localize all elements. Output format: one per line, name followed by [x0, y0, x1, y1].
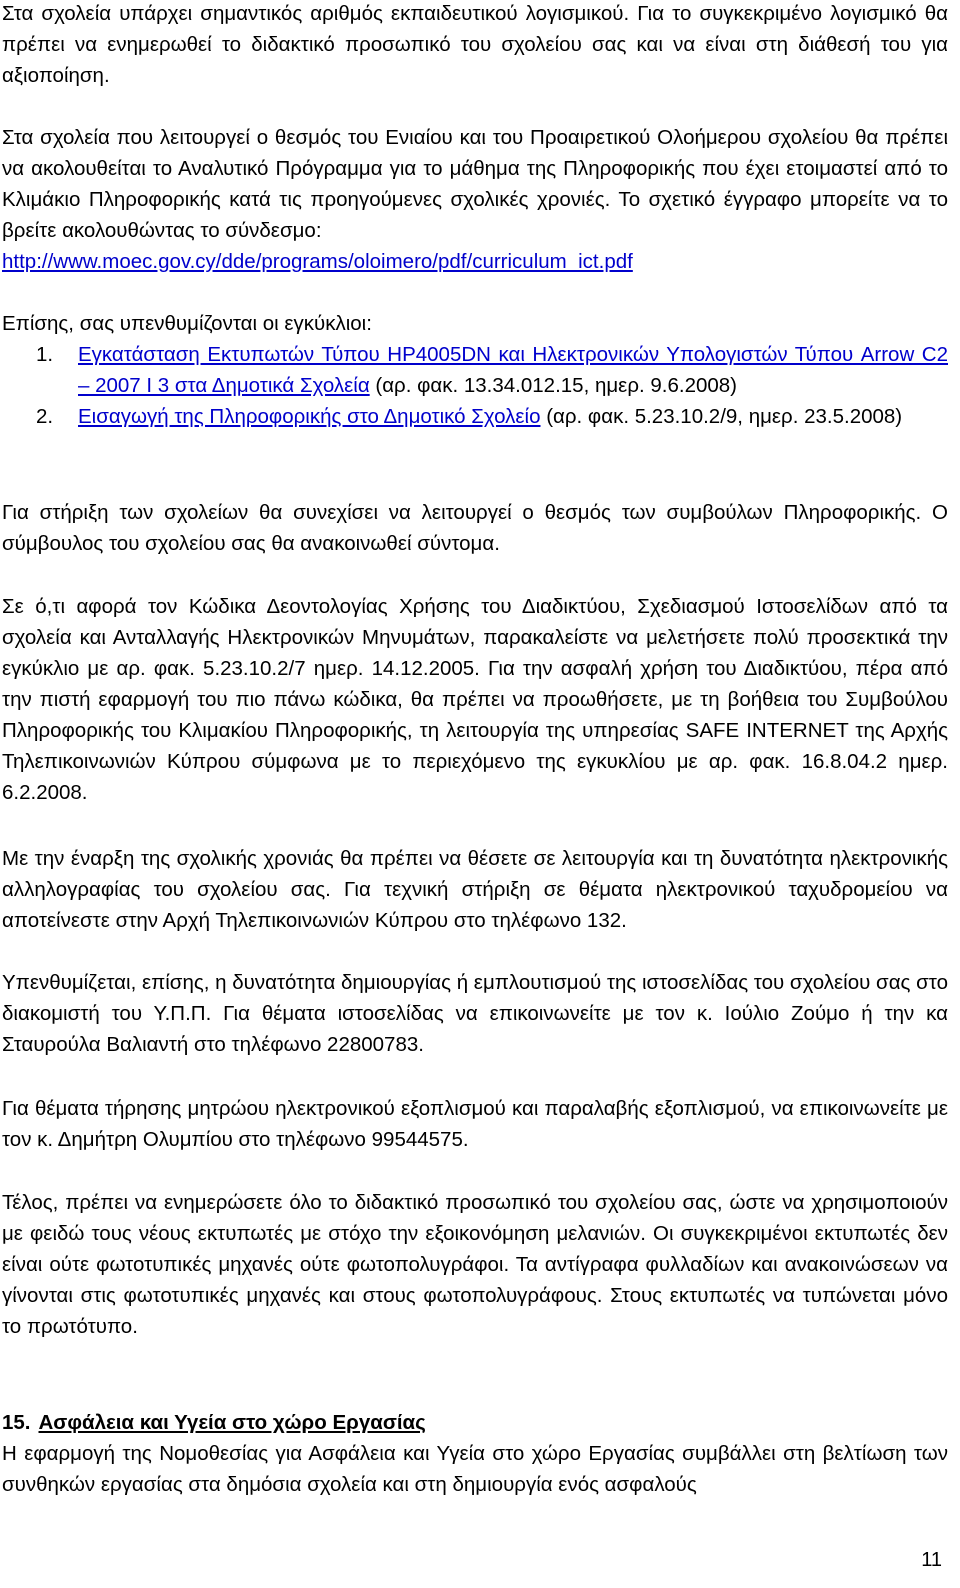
list-item — [2, 401, 948, 432]
circulars-list — [2, 339, 948, 432]
paragraph-equipment: Για θέματα τήρησης μητρώου ηλεκτρονικού εξοπλισμού και παραλαβής εξοπλισμού, να επικοινωνείτε με τον κ. Δημήτρη Ολυμπίου στο τηλέφωνο 99544575. — [2, 1097, 948, 1151]
circular-link-1[interactable]: Εγκατάσταση Εκτυπωτών Τύπου HP4005DN και Ηλεκτρονικών Υπολογιστών Τύπου Arrow C2 – 2007 Ι 3 στα Δημοτικά Σχολεία — [78, 343, 948, 397]
list-item-number: 1. — [36, 343, 54, 366]
paragraph-curriculum — [2, 122, 948, 277]
circular-link-2[interactable]: Εισαγωγή της Πληροφορικής στο Δημοτικό Σχολείο — [78, 405, 541, 428]
paragraph-advisors: Για στήριξη των σχολείων θα συνεχίσει να λειτουργεί ο θεσμός των συμβούλων Πληροφορικής. Ο σύμβουλος του σχολείου σας θα ανακοινωθεί σύντομα. — [2, 501, 948, 555]
paragraph-printers: Τέλος, πρέπει να ενημερώσετε όλο το διδακτικό προσωπικό του σχολείου σας, ώστε να χρησιμοποιούν με φειδώ τους νέους εκτυπωτές με στόχο την εξοικονόμηση μελανιών. Οι συγκεκριμένοι εκτυπωτές δεν είναι ούτε φωτοτυπικές μηχανές ούτε φωτοπολυγράφοι. Τα αντίγραφα φυλλαδίων και ανακοινώσεων να γίνονται στις φωτοτυπικές μηχανές και στους φωτοπολυγράφους. Στους εκτυπωτές να τυπώνεται μόνο το πρωτότυπο. — [2, 1191, 948, 1338]
list-item-number: 2. — [36, 405, 54, 428]
reminders-intro: Επίσης, σας υπενθυμίζονται οι εγκύκλιοι: — [2, 312, 372, 335]
paragraph-software: Στα σχολεία υπάρχει σημαντικός αριθμός εκπαιδευτικού λογισμικού. Για το συγκεκριμένο λογισμικό θα πρέπει να ενημερωθεί το διδακτικό προσωπικό του σχολείου σας και να είναι στη διάθεσή του για αξιοποίηση. — [2, 2, 948, 87]
section-number: 15. — [2, 1411, 31, 1434]
circular-ref-1: (αρ. φακ. 13.34.012.15, ημερ. 9.6.2008) — [369, 374, 738, 397]
section-heading — [2, 1407, 948, 1438]
paragraph-email: Με την έναρξη της σχολικής χρονιάς θα πρέπει να θέσετε σε λειτουργία και τη δυνατότητα ηλεκτρονικής αλληλογραφίας του σχολείου σας. Για τεχνική στήριξη σε θέματα ηλεκτρονικού ταχυδρομείου να αποτείνεστε στην Αρχή Τηλεπικοινωνιών Κύπρου στο τηλέφωνο 132. — [2, 847, 948, 932]
section-title: Ασφάλεια και Υγεία στο χώρο Εργασίας — [38, 1411, 426, 1434]
paragraph-curriculum-text: Στα σχολεία που λειτουργεί ο θεσμός του Ενιαίου και του Προαιρετικού Ολοήμερου σχολείου θα πρέπει να ακολουθείται το Αναλυτικό Πρόγραμμα για το μάθημα της Πληροφορικής που έχει ετοιμαστεί από το Κλιμάκιο Πληροφορικής κατά τις προηγούμενες σχολικές χρονιές. Το σχετικό έγγραφο μπορείτε να το βρείτε ακολουθώντας το σύνδεσμο: — [2, 126, 948, 242]
paragraph-internet-code: Σε ό,τι αφορά τον Κώδικα Δεοντολογίας Χρήσης του Διαδικτύου, Σχεδιασμού Ιστοσελίδων από τα σχολεία και Ανταλλαγής Ηλεκτρονικών Μηνυμάτων, παρακαλείστε να μελετήσετε πολύ προσεκτικά την εγκύκλιο με αρ. φακ. 5.23.10.2/7 ημερ. 14.12.2005. Για την ασφαλή χρήση του Διαδικτύου, πέρα από την πιστή εφαρμογή του πιο πάνω κώδικα, θα πρέπει να προωθήσετε, με τη βοήθεια του Συμβούλου Πληροφορικής του Κλιμακίου Πληροφορικής, τη λειτουργία της υπηρεσίας SAFE INTERNET της Αρχής Τηλεπικοινωνιών Κύπρου σύμφωνα με το περιεχόμενο της εγκυκλίου με αρ. φακ. 16.8.04.2 ημερ. 6.2.2008. — [2, 595, 948, 804]
curriculum-link[interactable]: http://www.moec.gov.cy/dde/programs/oloimero/pdf/curriculum_ict.pdf — [2, 250, 633, 273]
paragraph-website: Υπενθυμίζεται, επίσης, η δυνατότητα δημιουργίας ή εμπλουτισμού της ιστοσελίδας του σχολείου σας στο διακομιστή του Υ.Π.Π. Για θέματα ιστοσελίδας να επικοινωνείτε με τον κ. Ιούλιο Ζούμο ή την κα Σταυρούλα Βαλιαντή στο τηλέφωνο 22800783. — [2, 971, 948, 1056]
list-item — [2, 339, 948, 401]
circular-ref-2: (αρ. φακ. 5.23.10.2/9, ημερ. 23.5.2008) — [540, 405, 903, 428]
paragraph-safety: Η εφαρμογή της Νομοθεσίας για Ασφάλεια και Υγεία στο χώρο Εργασίας συμβάλλει στη βελτίωση των συνθηκών εργασίας στα δημόσια σχολεία και στη δημιουργία ενός ασφαλούς — [2, 1442, 948, 1496]
page-number: 11 — [921, 1549, 942, 1571]
